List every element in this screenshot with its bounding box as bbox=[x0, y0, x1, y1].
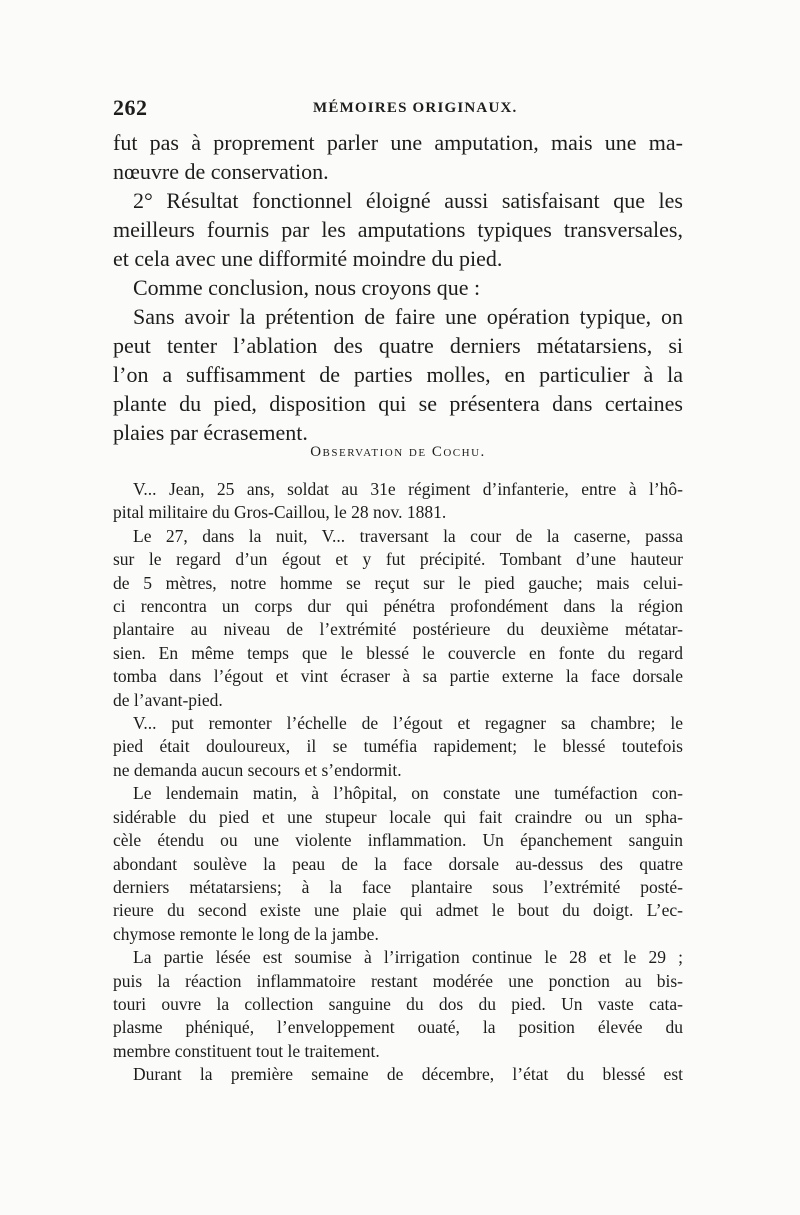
text-line: cèle étendu ou une violente inflammation. Un épanchement sanguin bbox=[113, 830, 683, 851]
observation-paragraphs bbox=[113, 478, 683, 1087]
text-line: de 5 mètres, notre homme se reçut sur le pied gauche; mais celui- bbox=[113, 572, 683, 593]
text-line: tomba dans l’égout et vint écraser à sa partie externe la face dorsale bbox=[113, 666, 683, 687]
text-line: puis la réaction inflammatoire restant modérée une ponction au bis- bbox=[113, 970, 683, 991]
section-heading: Observation de Cochu. bbox=[310, 444, 486, 460]
text-line: derniers métatarsiens; à la face plantaire sous l’extrémité posté- bbox=[113, 876, 683, 897]
text-line: plaies par écrasement. bbox=[113, 420, 308, 445]
text-line: touri ouvre la collection sanguine du dos du pied. Un vaste cata- bbox=[113, 993, 683, 1014]
text-line: rieure du second existe une plaie qui admet le bout du doigt. L’ec- bbox=[113, 900, 683, 921]
text-line: ci rencontra un corps dur qui pénétra profondément dans la région bbox=[113, 596, 683, 617]
text-line: Le lendemain matin, à l’hôpital, on constate une tuméfaction con- bbox=[133, 783, 683, 804]
text-line: plantaire au niveau de l’extrémité postérieure du deuxième métatar- bbox=[113, 619, 683, 640]
page-number: 262 bbox=[113, 95, 148, 120]
intro-paragraphs bbox=[113, 128, 683, 447]
text-line: V... put remonter l’échelle de l’égout et regagner sa chambre; le bbox=[133, 713, 683, 734]
text-line: abondant soulève la peau de la face dorsale au-dessus des quatre bbox=[113, 853, 683, 874]
text-line: membre constituent tout le traitement. bbox=[113, 1040, 380, 1061]
text-line: peut tenter l’ablation des quatre derniers métatarsiens, si bbox=[113, 333, 683, 358]
text-line: plante du pied, disposition qui se présentera dans certaines bbox=[113, 391, 683, 416]
text-line: 2° Résultat fonctionnel éloigné aussi satisfaisant que les bbox=[133, 188, 683, 213]
text-line: Durant la première semaine de décembre, l’état du blessé est bbox=[133, 1064, 683, 1085]
running-head bbox=[113, 95, 681, 125]
text-line: sidérable du pied et une stupeur locale qui fait craindre ou un spha- bbox=[113, 806, 683, 827]
text-line: V... Jean, 25 ans, soldat au 31e régiment d’infanterie, entre à l’hô- bbox=[133, 479, 683, 499]
text-line: meilleurs fournis par les amputations typiques transversales, bbox=[113, 217, 683, 242]
text-line: Le 27, dans la nuit, V... traversant la cour de la caserne, passa bbox=[133, 525, 683, 546]
text-line: sien. En même temps que le blessé le couvercle en fonte du regard bbox=[113, 642, 683, 663]
text-line: plasme phéniqué, l’enveloppement ouaté, la position élevée du bbox=[113, 1017, 683, 1038]
text-line: La partie lésée est soumise à l’irrigation continue le 28 et le 29 ; bbox=[133, 947, 683, 968]
text-line: pital militaire du Gros-Caillou, le 28 nov. 1881. bbox=[113, 502, 447, 523]
text-line: et cela avec une difformité moindre du pied. bbox=[113, 246, 503, 271]
text-line: Sans avoir la prétention de faire une opération typique, on bbox=[133, 304, 683, 329]
text-line: chymose remonte le long de la jambe. bbox=[113, 923, 379, 944]
text-line: ne demanda aucun secours et s’endormit. bbox=[113, 759, 402, 780]
running-title: MÉMOIRES ORIGINAUX. bbox=[313, 100, 518, 116]
text-line: pied était douloureux, il se tuméfia rapidement; le blessé toutefois bbox=[113, 736, 683, 757]
text-line: Comme conclusion, nous croyons que : bbox=[133, 275, 481, 300]
text-line: l’on a suffisamment de parties molles, en particulier à la bbox=[113, 362, 683, 387]
text-line: de l’avant-pied. bbox=[113, 689, 223, 710]
text-line: fut pas à proprement parler une amputation, mais une ma- bbox=[113, 130, 683, 155]
text-line: nœuvre de conservation. bbox=[113, 159, 329, 184]
text-line: sur le regard d’un égout et y fut précipité. Tombant d’une hauteur bbox=[113, 549, 683, 570]
